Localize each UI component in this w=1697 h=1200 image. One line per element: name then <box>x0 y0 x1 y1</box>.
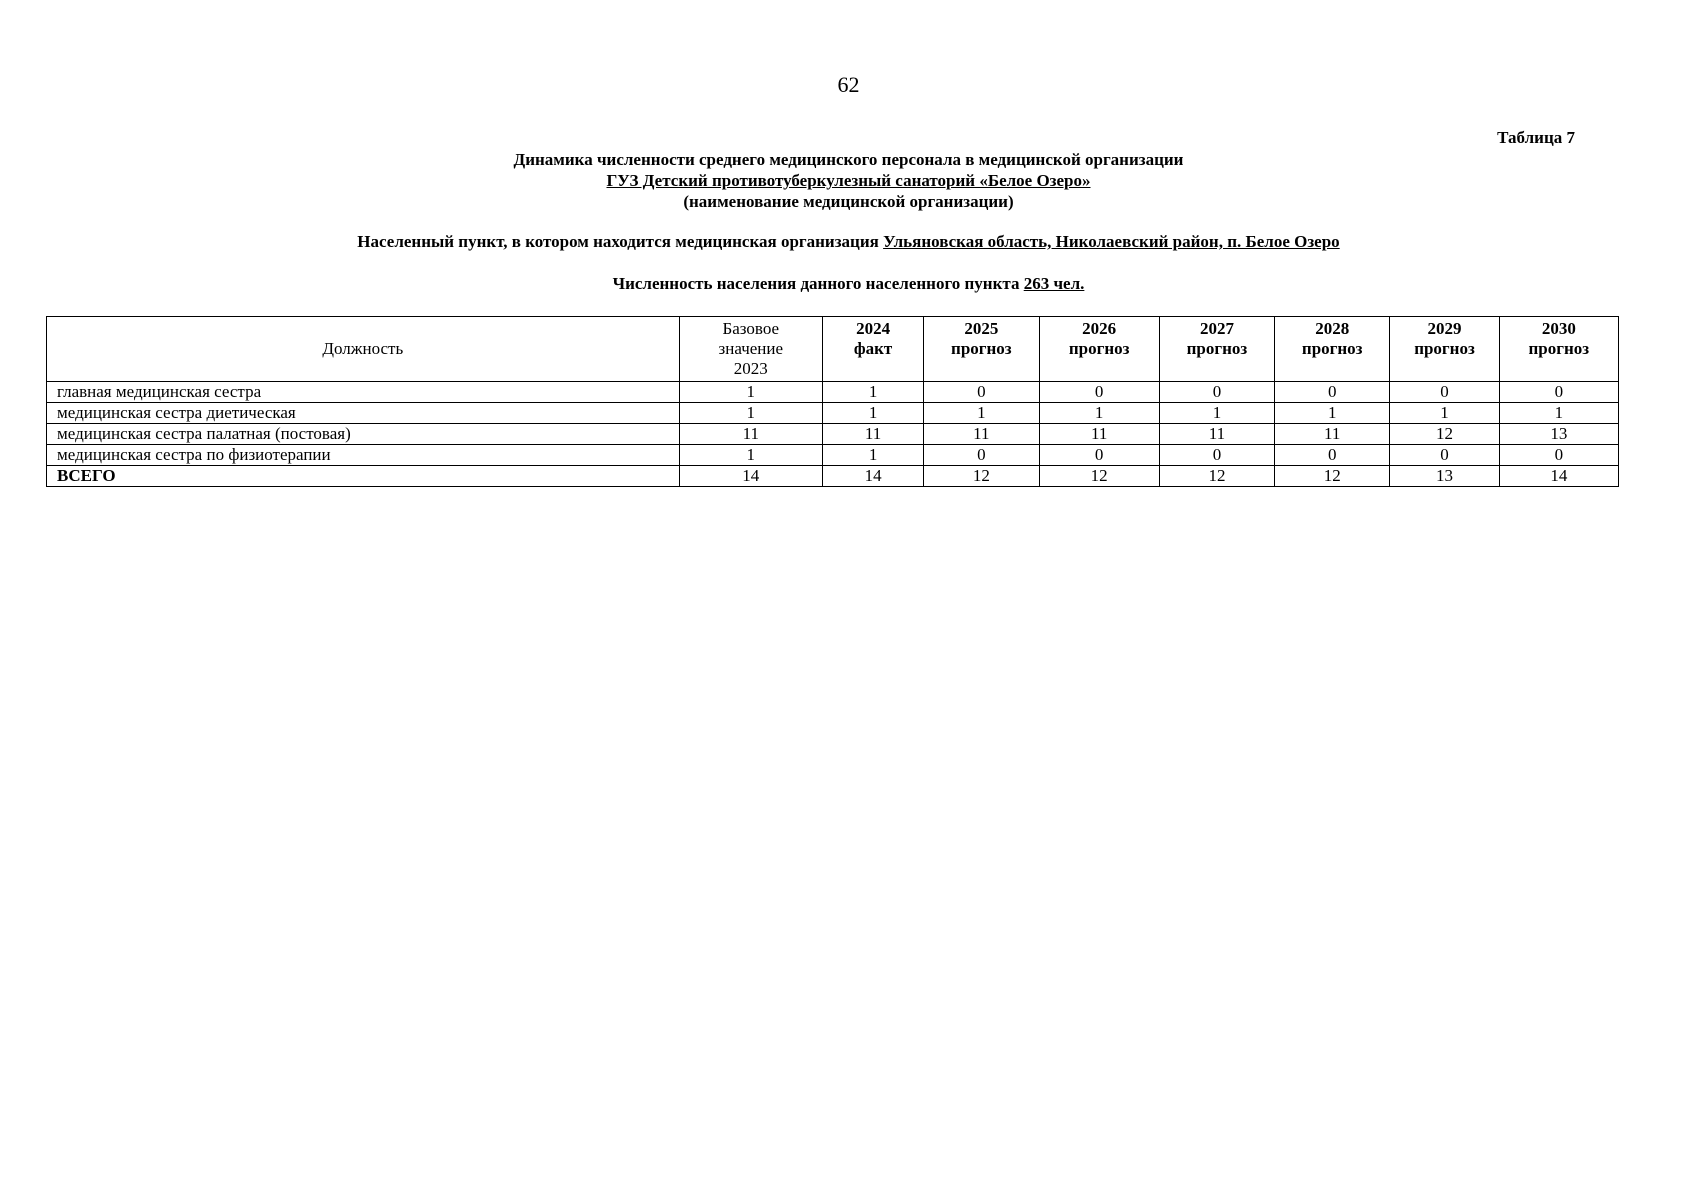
cell-2024: 1 <box>822 445 923 466</box>
cell-2030: 13 <box>1499 424 1618 445</box>
staff-table <box>46 316 1619 487</box>
cell-2027: 12 <box>1159 466 1274 487</box>
cell-2025: 0 <box>924 382 1039 403</box>
header-2025 <box>924 317 1039 382</box>
row-position: главная медицинская сестра <box>47 382 680 403</box>
cell-2024: 1 <box>822 403 923 424</box>
table-row <box>47 403 1619 424</box>
population-label: Численность населения данного населенного пункта <box>612 274 1020 293</box>
cell-base: 1 <box>679 445 822 466</box>
header-2026 <box>1039 317 1159 382</box>
header-base <box>679 317 822 382</box>
cell-2026: 12 <box>1039 466 1159 487</box>
header-2029-year: 2029 <box>1427 319 1462 338</box>
cell-2026: 0 <box>1039 382 1159 403</box>
cell-2029: 1 <box>1390 403 1499 424</box>
cell-2030: 1 <box>1499 403 1618 424</box>
cell-2027: 0 <box>1159 382 1274 403</box>
header-2024-year: 2024 <box>856 319 891 338</box>
organization-name: ГУЗ Детский противотуберкулезный санаторий «Белое Озеро» <box>606 171 1091 190</box>
header-2030-year: 2030 <box>1541 319 1576 338</box>
cell-base: 1 <box>679 403 822 424</box>
locality-value: Ульяновская область, Николаевский район, п. Белое Озеро <box>883 232 1340 251</box>
header-2028-year: 2028 <box>1315 319 1350 338</box>
cell-2024: 14 <box>822 466 923 487</box>
cell-base: 14 <box>679 466 822 487</box>
page-number: 62 <box>837 72 860 97</box>
header-base-line1: Базовое <box>722 319 780 338</box>
cell-2029: 13 <box>1390 466 1499 487</box>
header-2030-sub: прогноз <box>1528 339 1590 358</box>
cell-2029: 0 <box>1390 382 1499 403</box>
table-row <box>47 382 1619 403</box>
row-position: медицинская сестра палатная (постовая) <box>47 424 680 445</box>
cell-base: 11 <box>679 424 822 445</box>
document-heading <box>0 149 1697 212</box>
population-line <box>0 274 1697 294</box>
header-2028-sub: прогноз <box>1301 339 1363 358</box>
header-2025-sub: прогноз <box>951 339 1012 358</box>
cell-2028: 1 <box>1275 403 1390 424</box>
header-2027-sub: прогноз <box>1186 339 1248 358</box>
population-value: 263 чел. <box>1023 274 1085 293</box>
header-base-line2: значение <box>718 339 784 358</box>
cell-2026: 1 <box>1039 403 1159 424</box>
table-row <box>47 445 1619 466</box>
header-2028 <box>1275 317 1390 382</box>
header-2030 <box>1499 317 1618 382</box>
heading-title: Динамика численности среднего медицинского персонала в медицинской организации <box>513 150 1184 169</box>
cell-2025: 0 <box>924 445 1039 466</box>
cell-base: 1 <box>679 382 822 403</box>
cell-2024: 11 <box>822 424 923 445</box>
locality-line <box>0 232 1697 252</box>
cell-2027: 1 <box>1159 403 1274 424</box>
table-header-row <box>47 317 1619 382</box>
total-row <box>47 466 1619 487</box>
header-2025-year: 2025 <box>964 319 999 338</box>
cell-2028: 0 <box>1275 445 1390 466</box>
cell-2028: 11 <box>1275 424 1390 445</box>
cell-2026: 11 <box>1039 424 1159 445</box>
table-number: Таблица 7 <box>1497 128 1575 147</box>
table-row <box>47 424 1619 445</box>
cell-2028: 0 <box>1275 382 1390 403</box>
header-2027 <box>1159 317 1274 382</box>
header-position: Должность <box>47 317 680 382</box>
cell-2029: 12 <box>1390 424 1499 445</box>
locality-label: Населенный пункт, в котором находится медицинская организация <box>357 232 879 251</box>
cell-2025: 12 <box>924 466 1039 487</box>
header-2024-sub: факт <box>853 339 893 358</box>
header-2029 <box>1390 317 1499 382</box>
cell-2030: 0 <box>1499 445 1618 466</box>
cell-2029: 0 <box>1390 445 1499 466</box>
header-base-line3: 2023 <box>733 359 768 378</box>
cell-2027: 0 <box>1159 445 1274 466</box>
organization-caption: (наименование медицинской организации) <box>683 192 1014 211</box>
row-position: медицинская сестра по физиотерапии <box>47 445 680 466</box>
cell-2025: 1 <box>924 403 1039 424</box>
cell-2026: 0 <box>1039 445 1159 466</box>
cell-2027: 11 <box>1159 424 1274 445</box>
header-2026-year: 2026 <box>1082 319 1117 338</box>
header-2024 <box>822 317 923 382</box>
row-position: ВСЕГО <box>47 466 680 487</box>
header-2027-year: 2027 <box>1199 319 1234 338</box>
cell-2030: 14 <box>1499 466 1618 487</box>
cell-2028: 12 <box>1275 466 1390 487</box>
header-2029-sub: прогноз <box>1414 339 1475 358</box>
cell-2024: 1 <box>822 382 923 403</box>
row-position: медицинская сестра диетическая <box>47 403 680 424</box>
cell-2025: 11 <box>924 424 1039 445</box>
cell-2030: 0 <box>1499 382 1618 403</box>
header-2026-sub: прогноз <box>1068 339 1130 358</box>
